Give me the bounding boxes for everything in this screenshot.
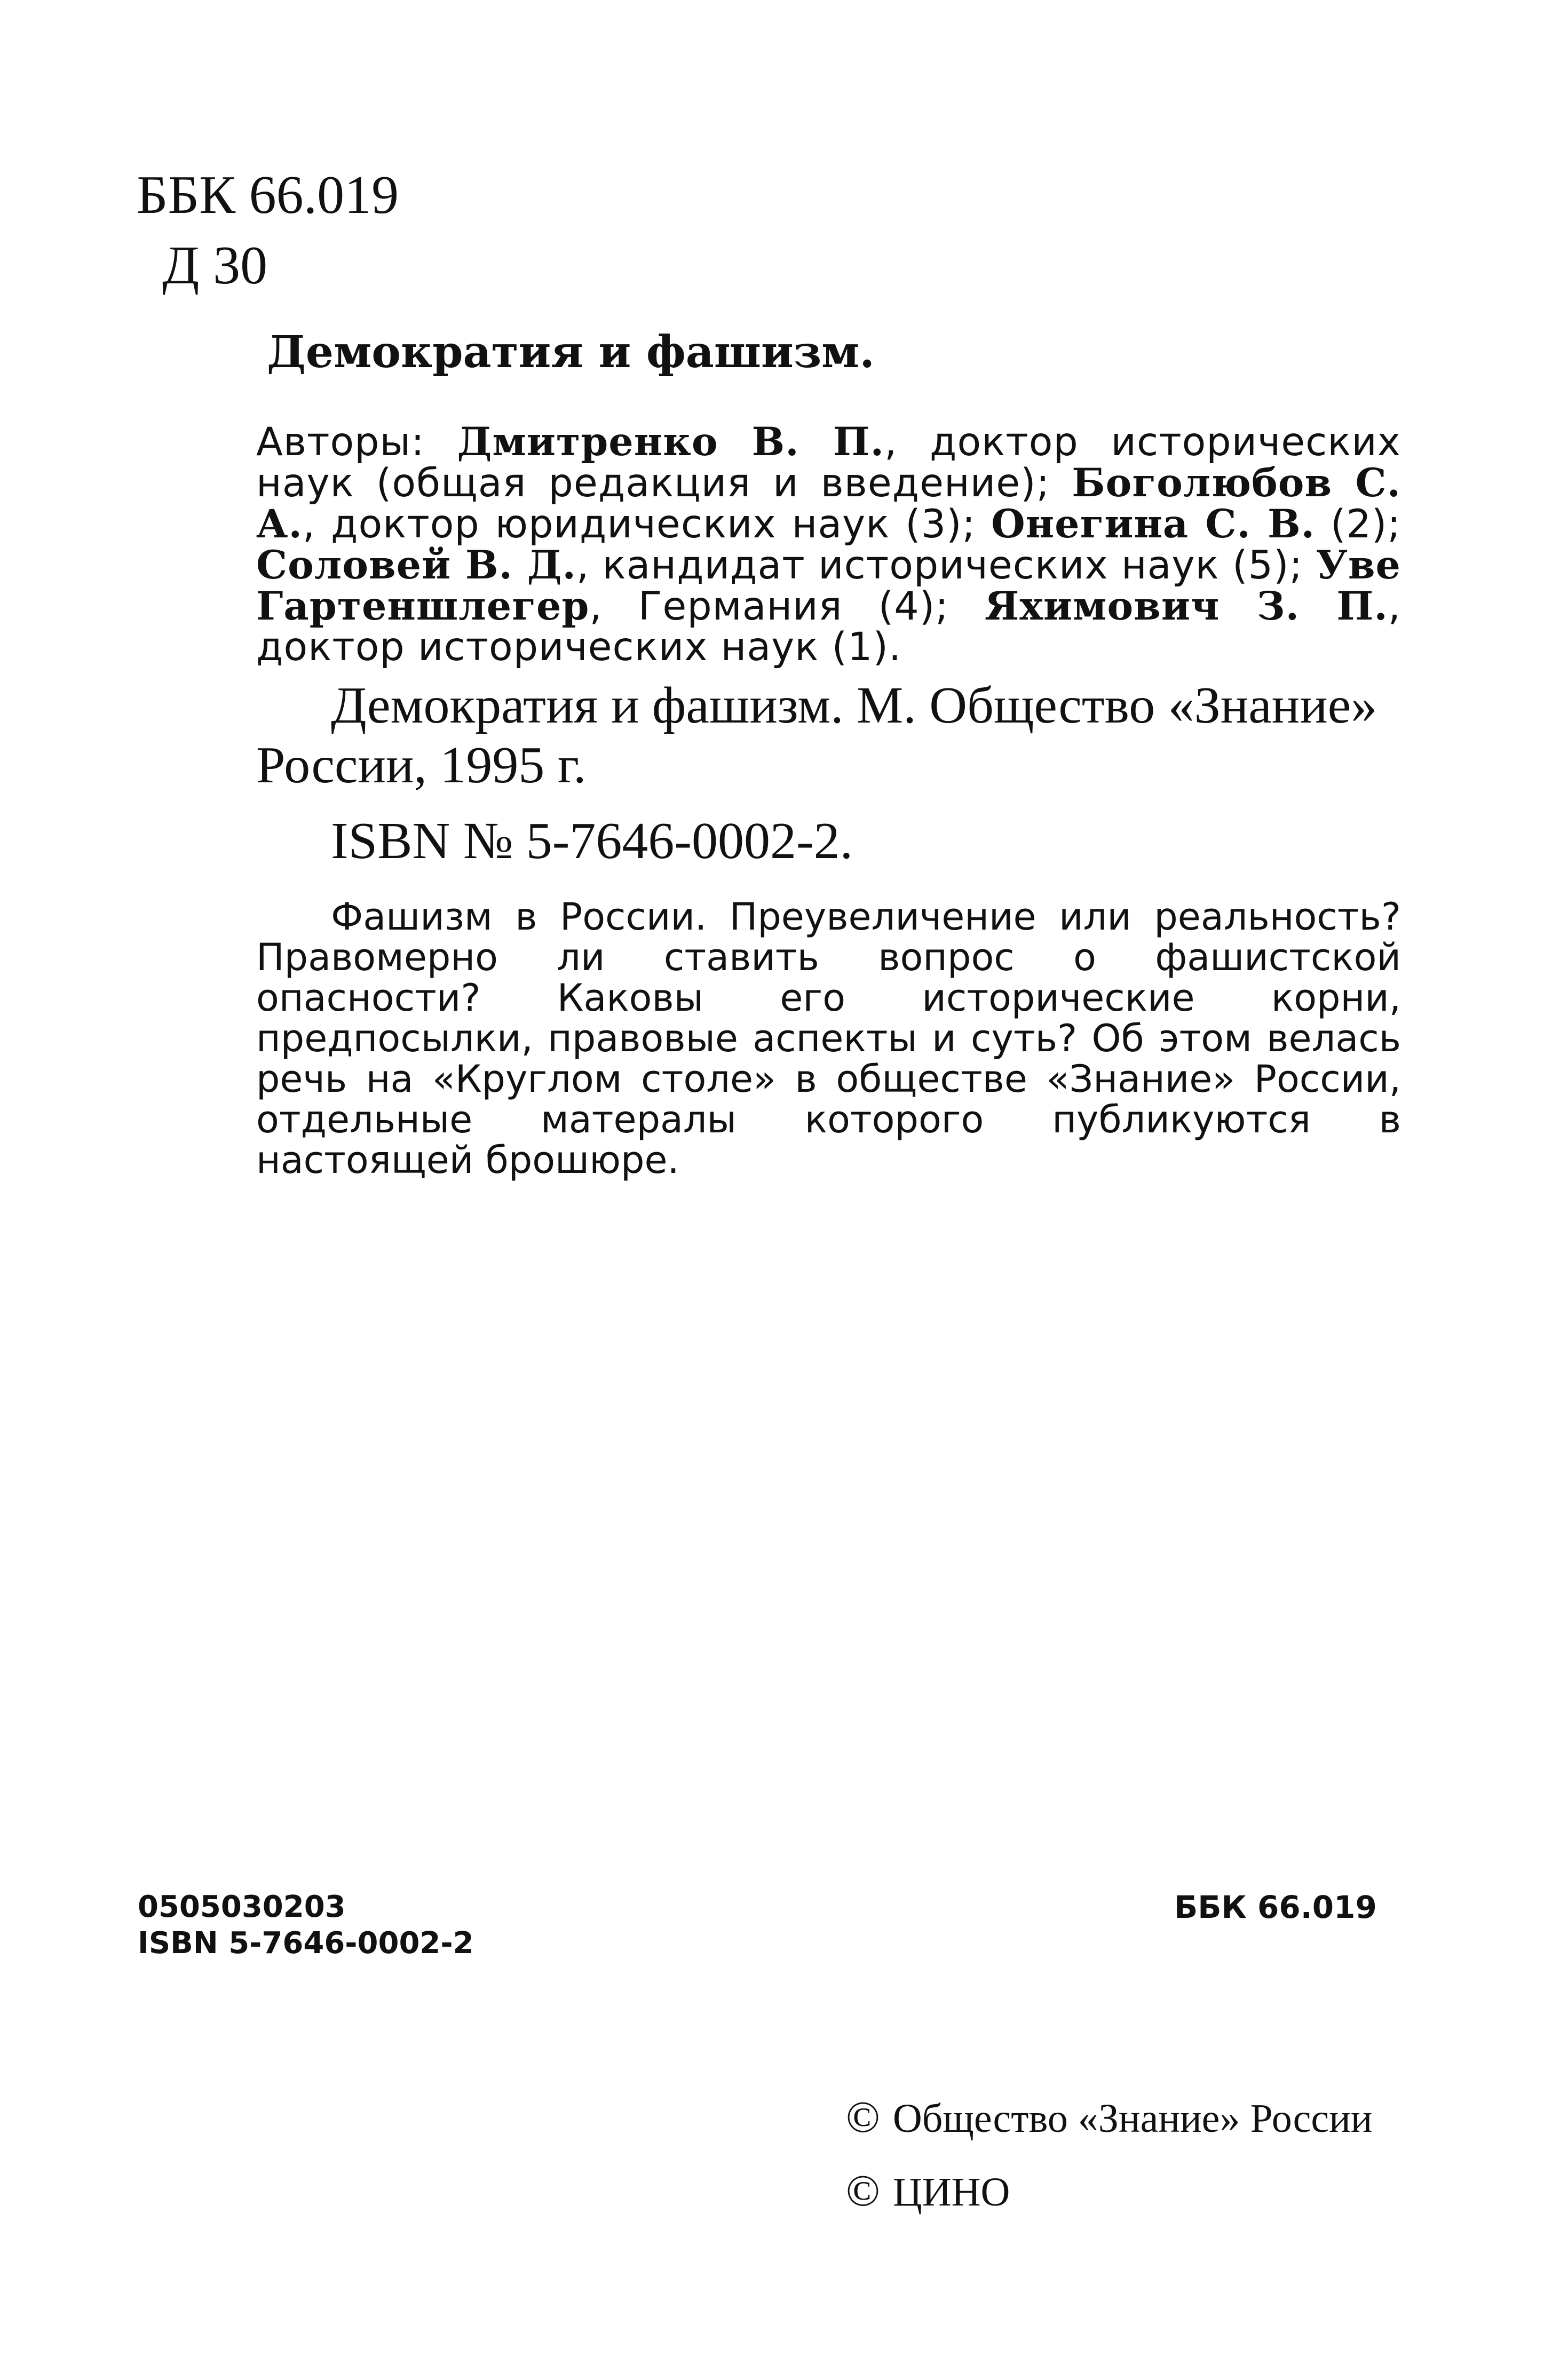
copyright-icon: © bbox=[846, 2166, 880, 2216]
author-info: , доктор исторических наук (общая редакция и введение); bbox=[256, 419, 1401, 506]
annotation-paragraph bbox=[256, 897, 1401, 1180]
bbk-classification: ББК 66.019 bbox=[137, 165, 399, 225]
author-name: Соловей В. Д. bbox=[256, 542, 576, 588]
author-name: Дмитренко В. П. bbox=[457, 419, 884, 465]
copyright-line bbox=[846, 2155, 1372, 2228]
annotation-text: Фашизм в России. Преувеличение или реальность? Правомерно ли ставить вопрос о фашистской опасности? Каковы его исторические корни, предпосылки, правовые аспекты и суть? Об этом велась речь на «Круглом столе» в обществе «Знание» России, отдельные матералы которого публикуются в настоящей брошюре. bbox=[256, 895, 1401, 1182]
isbn-number: ISBN № 5-7646-0002-2. bbox=[331, 812, 853, 870]
authors-label: Авторы: bbox=[256, 419, 425, 465]
bbk-header bbox=[137, 160, 399, 301]
copyright-holder: Общество «Знание» России bbox=[892, 2096, 1373, 2141]
author-info: , доктор юридических наук (3); bbox=[302, 502, 992, 547]
author-name: Онегина С. В. bbox=[991, 501, 1316, 547]
footer-isbn: ISBN 5-7646-0002-2 bbox=[138, 1926, 474, 1961]
code-number: 0505030203 bbox=[138, 1890, 346, 1924]
author-info: , кандидат исторических наук (5); bbox=[576, 543, 1316, 588]
copyright-icon: © bbox=[846, 2092, 880, 2142]
book-title: Демократия и фашизм. bbox=[267, 327, 875, 378]
biblio-line-1: Демократия и фашизм. М. Общество «Знание» bbox=[331, 677, 1377, 734]
copyright-holder: ЦИНО bbox=[892, 2170, 1010, 2215]
authors-block bbox=[256, 419, 1401, 670]
author-name: Боголюбов С. А. bbox=[256, 460, 1401, 547]
footer-codes bbox=[138, 1889, 474, 1962]
footer-bbk: ББК 66.019 bbox=[1174, 1889, 1377, 1925]
biblio-line-2: России, 1995 г. bbox=[256, 736, 587, 794]
author-info: (2); bbox=[1315, 502, 1401, 547]
author-name: Уве Гартеншлегер bbox=[256, 542, 1401, 629]
copyright-line bbox=[846, 2081, 1372, 2155]
author-name: Яхимович З. П. bbox=[985, 583, 1388, 629]
author-info: , доктор исторических наук (1). bbox=[256, 584, 1401, 670]
bibliographic-description bbox=[256, 676, 1401, 795]
author-mark-code: Д 30 bbox=[162, 235, 268, 296]
author-info: , Германия (4); bbox=[589, 584, 985, 629]
copyright-block bbox=[846, 2081, 1372, 2228]
